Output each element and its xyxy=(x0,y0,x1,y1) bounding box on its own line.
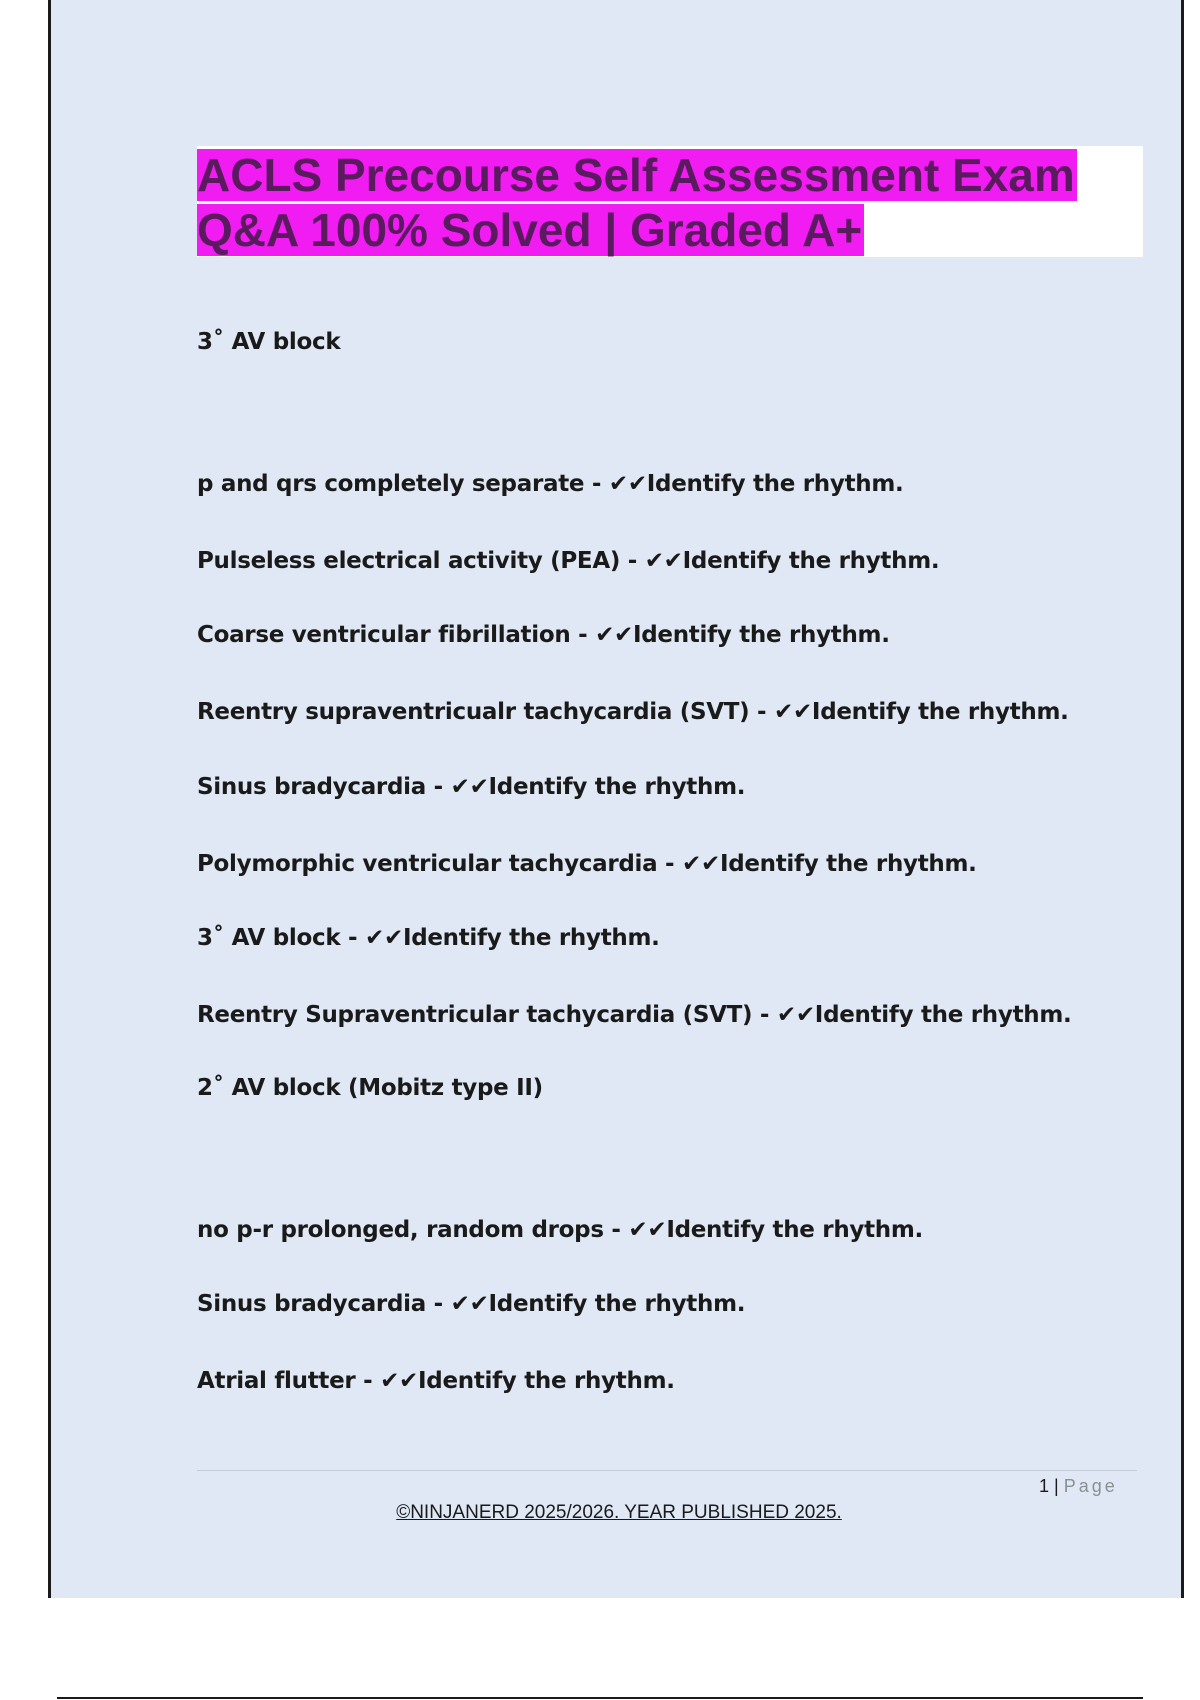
footer-divider xyxy=(197,1470,1137,1471)
list-item: Reentry supraventricualr tachycardia (SVT) - ✔✔Identify the rhythm. xyxy=(197,699,1069,725)
list-item: 3˚ AV block xyxy=(197,329,341,355)
list-item: no p-r prolonged, random drops - ✔✔Identify the rhythm. xyxy=(197,1217,923,1243)
list-item: Pulseless electrical activity (PEA) - ✔✔Identify the rhythm. xyxy=(197,548,940,574)
list-item: Sinus bradycardia - ✔✔Identify the rhythm. xyxy=(197,1291,746,1317)
list-item: Polymorphic ventricular tachycardia - ✔✔Identify the rhythm. xyxy=(197,851,977,877)
list-item: 2˚ AV block (Mobitz type II) xyxy=(197,1075,543,1101)
list-item: Reentry Supraventricular tachycardia (SVT) - ✔✔Identify the rhythm. xyxy=(197,1002,1072,1028)
bottom-divider xyxy=(57,1697,1143,1699)
list-item: Coarse ventricular fibrillation - ✔✔Identify the rhythm. xyxy=(197,622,890,648)
page-number: 1 | Page xyxy=(1039,1476,1118,1496)
document-title-line-1: ACLS Precourse Self Assessment Exam xyxy=(197,149,1075,201)
list-item: Sinus bradycardia - ✔✔Identify the rhythm. xyxy=(197,774,746,800)
document-page xyxy=(48,0,1184,1598)
list-item: p and qrs completely separate - ✔✔Identify the rhythm. xyxy=(197,471,904,497)
copyright-footer: ©NINJANERD 2025/2026. YEAR PUBLISHED 2025. xyxy=(396,1502,842,1523)
list-item: 3˚ AV block - ✔✔Identify the rhythm. xyxy=(197,925,660,951)
document-title-line-2: Q&A 100% Solved | Graded A+ xyxy=(197,204,863,256)
list-item: Atrial flutter - ✔✔Identify the rhythm. xyxy=(197,1368,675,1394)
